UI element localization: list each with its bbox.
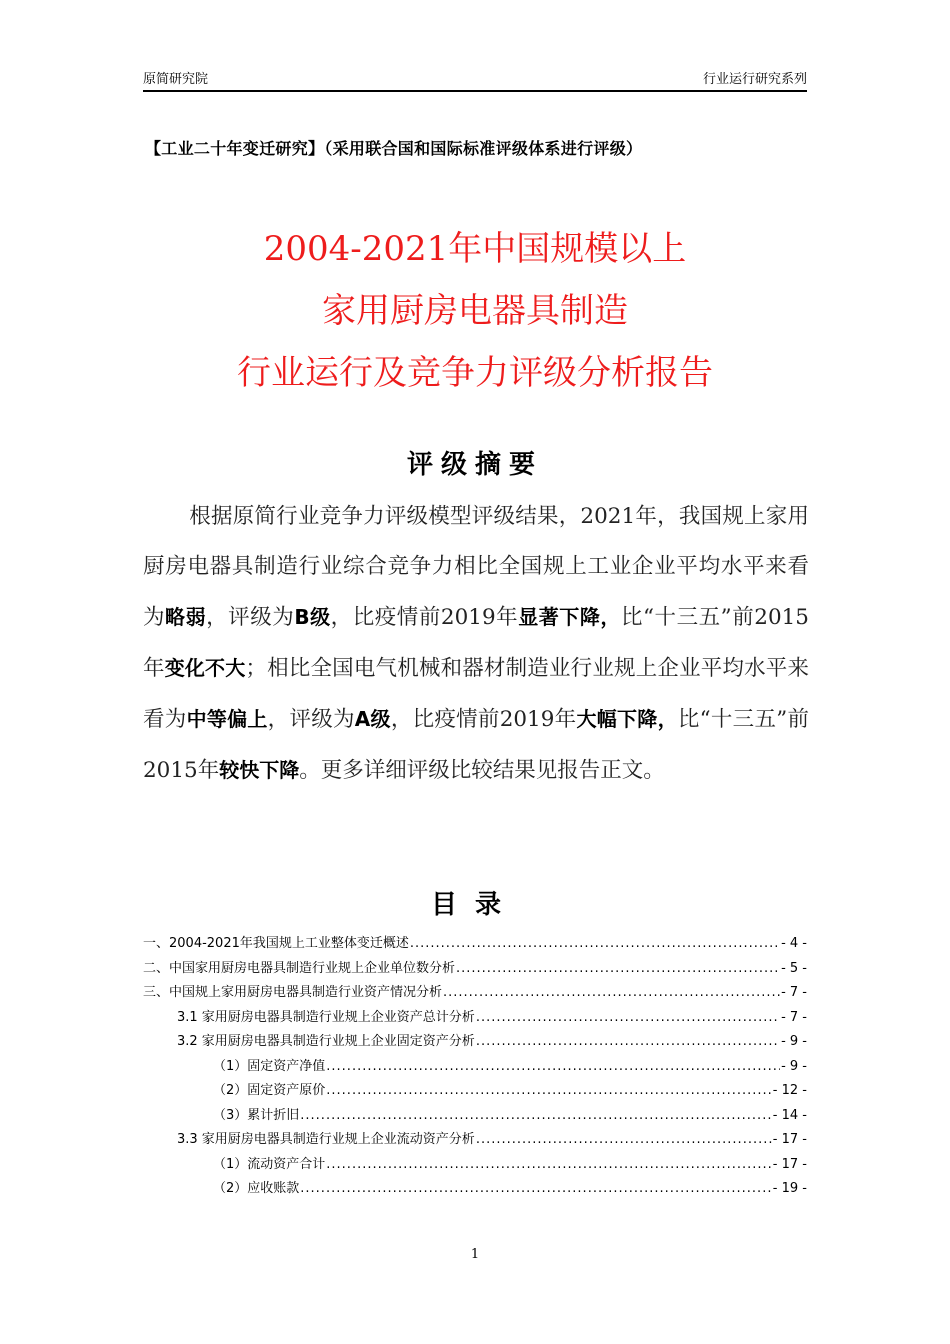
- toc-entry-page: - 4 -: [781, 936, 807, 951]
- toc-dot-leader: [326, 1055, 780, 1080]
- toc-entry-page: - 17 -: [772, 1156, 807, 1172]
- toc-entry-title: 3.3 家用厨房电器具制造行业规上企业流动资产分析: [177, 1132, 475, 1147]
- toc-entry-page: - 5 -: [781, 960, 807, 976]
- table-of-contents: [143, 932, 807, 1202]
- abstract-run: 根据原简行业竞争力评级模型评级结果，2021年，我国规上家用厨房电器具制造行业综合竞争力相比全国规上工业企业平均水平来看为: [143, 504, 809, 630]
- title-line-1: 2004-2021年中国规模以上: [263, 229, 687, 269]
- toc-dot-leader: [456, 957, 780, 982]
- abstract-emphasis: 略弱: [165, 605, 207, 629]
- toc-entry-page: - 12 -: [772, 1083, 807, 1098]
- toc-entry-title: 3.2 家用厨房电器具制造行业规上企业固定资产分析: [177, 1034, 475, 1049]
- abstract-emphasis: 显著下降，: [518, 605, 621, 629]
- toc-entry[interactable]: [143, 1030, 807, 1055]
- toc-entry-page: - 14 -: [772, 1107, 807, 1123]
- toc-entry-page: - 7 -: [781, 1009, 807, 1025]
- header-organization: 原简研究院: [143, 72, 209, 87]
- abstract-text: [143, 504, 809, 783]
- toc-entry-page: - 19 -: [772, 1181, 807, 1196]
- abstract-emphasis: A级: [354, 707, 391, 731]
- page-header: [143, 66, 807, 92]
- toc-entry-title: （3）累计折旧: [213, 1107, 300, 1123]
- toc-entry-title: 一、2004-2021年我国规上工业整体变迁概述: [143, 936, 409, 951]
- toc-entry-title: 二、中国家用厨房电器具制造行业规上企业单位数分析: [143, 960, 456, 976]
- toc-dot-leader: [300, 1104, 772, 1129]
- abstract-emphasis: 中等偏上: [186, 707, 268, 731]
- page-number: 1: [470, 1247, 480, 1262]
- toc-dot-leader: [476, 1006, 780, 1031]
- abstract-run: ，比疫情前2019年: [330, 605, 519, 630]
- toc-heading: 目录: [430, 890, 519, 920]
- title-line-3: 行业运行及竞争力评级分析报告: [237, 353, 713, 393]
- toc-entry-page: - 17 -: [772, 1132, 807, 1147]
- toc-entry-page: - 7 -: [781, 985, 807, 1000]
- abstract-heading: 评级摘要: [406, 450, 543, 480]
- toc-entry-title: （1）固定资产净值: [213, 1058, 326, 1074]
- toc-entry[interactable]: [143, 1055, 807, 1080]
- abstract-emphasis: 大幅下降，: [576, 707, 678, 731]
- toc-entry-page: - 9 -: [781, 1058, 807, 1074]
- toc-entry[interactable]: [143, 1104, 807, 1129]
- abstract-run: 。更多详细评级比较结果见报告正文。: [299, 758, 665, 783]
- toc-entry-title: （2）固定资产原价: [213, 1083, 326, 1098]
- title-line-2: 家用厨房电器具制造: [322, 291, 628, 331]
- header-series: 行业运行研究系列: [702, 72, 807, 87]
- abstract-run: 比“十三五”前2015年: [143, 707, 809, 783]
- series-subtitle: 【工业二十年变迁研究】（采用联合国和国际标准评级体系进行评级）: [145, 139, 643, 158]
- abstract-body: [143, 492, 809, 796]
- toc-dot-leader: [476, 1128, 772, 1153]
- toc-dot-leader: [410, 932, 780, 957]
- toc-dot-leader: [326, 1079, 772, 1104]
- toc-entry[interactable]: [143, 1128, 807, 1153]
- abstract-run: ，评级为: [267, 707, 355, 732]
- toc-entry[interactable]: [143, 932, 807, 957]
- abstract-emphasis: B级: [294, 605, 331, 629]
- abstract-run: 比“十三五”前2015年: [143, 605, 809, 681]
- toc-entry-page: - 9 -: [781, 1034, 807, 1049]
- toc-entry[interactable]: [143, 1153, 807, 1178]
- abstract-emphasis: 较快下降: [219, 758, 300, 782]
- toc-entry[interactable]: [143, 1177, 807, 1202]
- abstract-run: ；相比全国电气机械和器材制造业行业规上企业平均水平来看为: [143, 656, 809, 732]
- toc-entry[interactable]: [143, 1006, 807, 1031]
- toc-dot-leader: [443, 981, 780, 1006]
- abstract-emphasis: 变化不大: [164, 656, 246, 680]
- toc-entry-title: （1）流动资产合计: [213, 1156, 326, 1172]
- toc-entry[interactable]: [143, 981, 807, 1006]
- report-title: [0, 218, 950, 404]
- toc-dot-leader: [326, 1153, 772, 1178]
- toc-dot-leader: [476, 1030, 780, 1055]
- toc-entry-title: （2）应收账款: [213, 1181, 300, 1196]
- abstract-run: ，比疫情前2019年: [390, 707, 577, 732]
- abstract-run: ，评级为: [206, 605, 295, 630]
- toc-entry-title: 3.1 家用厨房电器具制造行业规上企业资产总计分析: [177, 1009, 475, 1025]
- toc-dot-leader: [300, 1177, 772, 1202]
- toc-entry[interactable]: [143, 1079, 807, 1104]
- toc-entry-title: 三、中国规上家用厨房电器具制造行业资产情况分析: [143, 985, 443, 1000]
- toc-entry[interactable]: [143, 957, 807, 982]
